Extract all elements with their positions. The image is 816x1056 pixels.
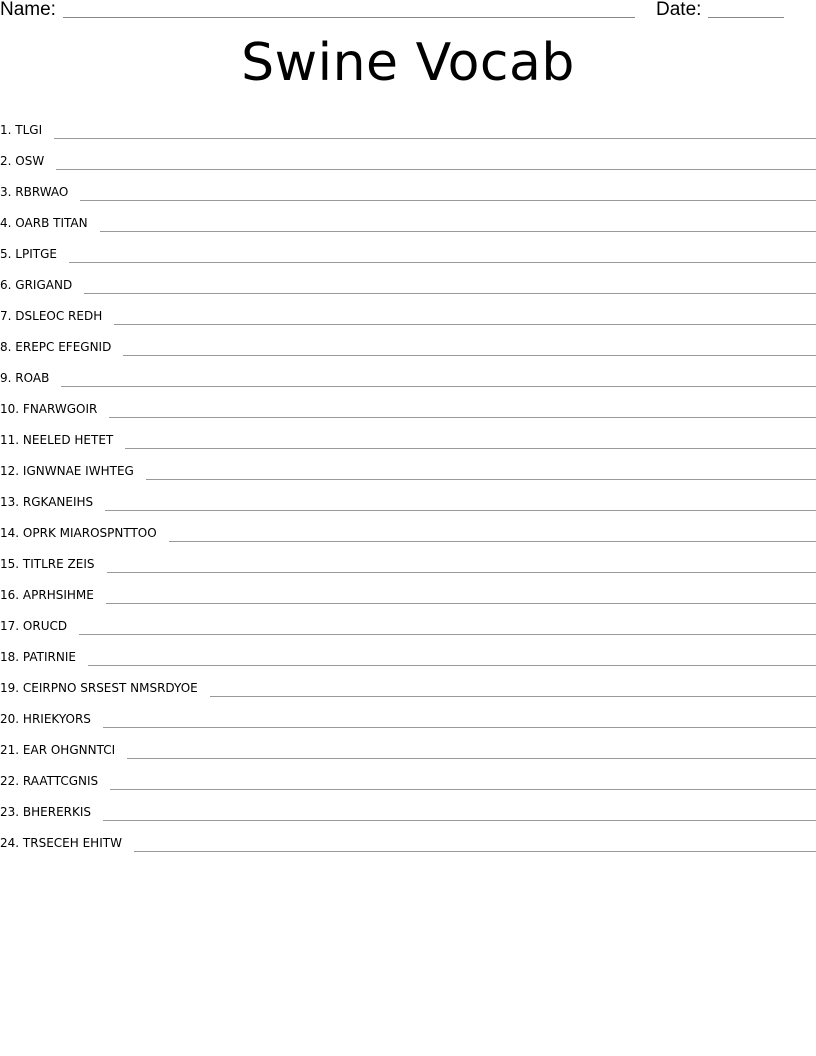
question-word: TITLRE ZEIS (22, 557, 95, 571)
list-item (0, 327, 816, 358)
answer-line[interactable] (109, 417, 816, 418)
question-word: OARB TITAN (15, 216, 88, 230)
question-word: OPRK MIAROSPNTTOO (22, 526, 157, 540)
answer-line[interactable] (127, 758, 816, 759)
question-word: PATIRNIE (22, 650, 76, 664)
answer-line[interactable] (169, 541, 816, 542)
scrambled-word (0, 464, 134, 482)
question-word: HRIEKYORS (22, 712, 91, 726)
question-number: 16. (0, 588, 20, 602)
scrambled-word (0, 402, 97, 420)
question-word: GRIGAND (15, 278, 73, 292)
question-word: RGKANEIHS (22, 495, 94, 509)
scrambled-word (0, 619, 67, 637)
question-word: DSLEOC REDH (15, 309, 103, 323)
list-item (0, 234, 816, 265)
name-field[interactable] (63, 17, 635, 18)
question-word: IGNWNAE IWHTEG (22, 464, 134, 478)
answer-line[interactable] (54, 138, 816, 139)
list-item (0, 637, 816, 668)
list-item (0, 668, 816, 699)
date-label: Date: (656, 0, 702, 20)
scrambled-word (0, 836, 122, 854)
list-item (0, 761, 816, 792)
scrambled-word (0, 185, 68, 203)
answer-line[interactable] (105, 510, 816, 511)
answer-line[interactable] (114, 324, 816, 325)
list-item (0, 792, 816, 823)
question-word: TRSECEH EHITW (22, 836, 122, 850)
question-word: NEELED HETET (22, 433, 114, 447)
question-number: 2. (0, 154, 12, 168)
scrambled-word (0, 340, 111, 358)
question-number: 5. (0, 247, 12, 261)
question-word: APRHSIHME (22, 588, 94, 602)
list-item (0, 389, 816, 420)
scrambled-word (0, 371, 49, 389)
answer-line[interactable] (123, 355, 816, 356)
question-number: 13. (0, 495, 20, 509)
list-item (0, 730, 816, 761)
answer-line[interactable] (84, 293, 816, 294)
question-number: 8. (0, 340, 12, 354)
scrambled-word (0, 805, 91, 823)
name-label: Name: (0, 0, 56, 20)
question-word: LPITGE (15, 247, 57, 261)
answer-line[interactable] (110, 789, 816, 790)
scrambled-word (0, 495, 93, 513)
question-word: OSW (15, 154, 45, 168)
list-item (0, 110, 816, 141)
question-number: 7. (0, 309, 12, 323)
scrambled-word (0, 247, 57, 265)
question-word: BHERERKIS (22, 805, 92, 819)
question-number: 14. (0, 526, 20, 540)
question-number: 11. (0, 433, 20, 447)
question-word: TLGI (15, 123, 43, 137)
question-number: 23. (0, 805, 20, 819)
question-number: 20. (0, 712, 20, 726)
question-number: 17. (0, 619, 20, 633)
scrambled-word (0, 774, 98, 792)
answer-line[interactable] (100, 231, 816, 232)
scrambled-word (0, 309, 102, 327)
question-number: 6. (0, 278, 12, 292)
answer-line[interactable] (80, 200, 816, 201)
list-item (0, 606, 816, 637)
list-item (0, 172, 816, 203)
question-word: RAATTCGNIS (22, 774, 99, 788)
question-number: 1. (0, 123, 12, 137)
page-title: Swine Vocab (241, 33, 575, 93)
question-word: EREPC EFEGNID (15, 340, 112, 354)
question-number: 18. (0, 650, 20, 664)
question-number: 9. (0, 371, 12, 385)
question-number: 12. (0, 464, 20, 478)
list-item (0, 699, 816, 730)
list-item (0, 513, 816, 544)
question-number: 15. (0, 557, 20, 571)
scrambled-word (0, 743, 115, 761)
list-item (0, 823, 816, 854)
scrambled-word (0, 433, 113, 451)
scrambled-word (0, 588, 94, 606)
date-field[interactable] (708, 17, 784, 18)
list-item (0, 575, 816, 606)
answer-line[interactable] (61, 386, 816, 387)
scrambled-word (0, 712, 91, 730)
answer-line[interactable] (79, 634, 816, 635)
answer-line[interactable] (103, 727, 816, 728)
list-item (0, 203, 816, 234)
scrambled-word (0, 154, 44, 172)
question-number: 3. (0, 185, 12, 199)
list-item (0, 420, 816, 451)
question-number: 10. (0, 402, 20, 416)
question-number: 19. (0, 681, 20, 695)
question-number: 21. (0, 743, 20, 757)
answer-line[interactable] (134, 851, 816, 852)
scrambled-word (0, 123, 42, 141)
answer-line[interactable] (103, 820, 816, 821)
question-word: ROAB (15, 371, 50, 385)
scrambled-word (0, 526, 157, 544)
answer-line[interactable] (107, 572, 816, 573)
question-word: RBRWAO (15, 185, 69, 199)
list-item (0, 451, 816, 482)
question-number: 4. (0, 216, 12, 230)
list-item (0, 482, 816, 513)
question-word: EAR OHGNNTCI (22, 743, 116, 757)
question-number: 24. (0, 836, 20, 850)
list-item (0, 358, 816, 389)
scrambled-word (0, 557, 95, 575)
list-item (0, 296, 816, 327)
question-list (0, 110, 816, 854)
answer-line[interactable] (146, 479, 816, 480)
scrambled-word (0, 278, 72, 296)
answer-line[interactable] (56, 169, 816, 170)
question-number: 22. (0, 774, 20, 788)
list-item (0, 544, 816, 575)
scrambled-word (0, 216, 88, 234)
list-item (0, 265, 816, 296)
scrambled-word (0, 650, 76, 668)
question-word: CEIRPNO SRSEST NMSRDYOE (22, 681, 198, 695)
question-word: FNARWGOIR (22, 402, 98, 416)
scrambled-word (0, 681, 198, 699)
answer-line[interactable] (125, 448, 816, 449)
list-item (0, 141, 816, 172)
worksheet-header (0, 0, 816, 22)
answer-line[interactable] (210, 696, 816, 697)
question-word: ORUCD (22, 619, 68, 633)
answer-line[interactable] (69, 262, 816, 263)
answer-line[interactable] (106, 603, 816, 604)
answer-line[interactable] (88, 665, 816, 666)
